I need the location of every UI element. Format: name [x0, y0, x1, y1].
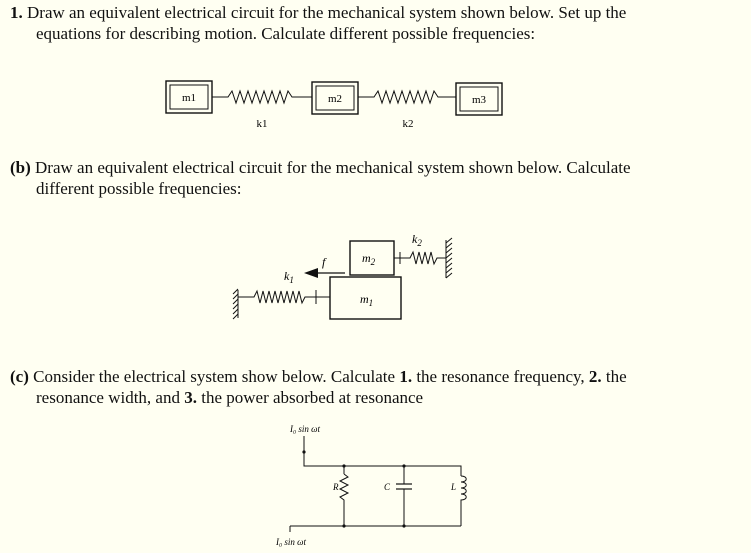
fig1-label-m2: m2: [327, 93, 343, 105]
question-c-item-1-number: 1.: [399, 367, 413, 386]
question-b-line-2: different possible frequencies:: [36, 179, 242, 198]
figc-label-source-top: I₀ sin ωt: [290, 424, 320, 434]
question-c-item-1: the resonance frequency,: [416, 367, 585, 386]
question-1-line-1: Draw an equivalent electrical circuit for the mechanical system shown below. Set up the: [27, 3, 627, 22]
figb-k2-letter: k: [412, 232, 418, 246]
figc-label-R: R: [333, 482, 339, 492]
figc-wire-top: [304, 452, 461, 476]
question-b-line-1: Draw an equivalent electrical circuit for the mechanical system shown below. Calculate: [35, 158, 631, 177]
figb-m2-letter: m: [362, 251, 371, 265]
fig1-label-m1: m1: [181, 92, 197, 104]
question-c-line-2-text: resonance width, and: [36, 388, 180, 407]
figb-label-force: f: [322, 255, 326, 269]
figb-m2-sub: 2: [370, 257, 376, 267]
question-1-number: 1.: [10, 3, 23, 22]
question-c-item-3: the power absorbed at resonance: [201, 388, 424, 407]
fig1-label-k2: k2: [402, 118, 414, 130]
question-c-item-2: the: [605, 367, 627, 386]
question-c-item-2-number: 2.: [588, 367, 602, 386]
figb-m1-letter: m: [360, 292, 369, 306]
question-c-tag: (c): [10, 367, 29, 386]
figc-label-L: L: [451, 482, 457, 492]
figc-label-C: C: [384, 482, 391, 492]
question-1-line-2: equations for describing motion. Calculate different possible frequencies:: [36, 24, 536, 43]
figc-label-source-bottom: I₀ sin ωt: [276, 537, 306, 547]
figb-k2-sub: 2: [417, 238, 422, 248]
fig1-label-m3: m3: [471, 94, 487, 106]
question-c-item-3-number: 3.: [184, 388, 197, 407]
figb-k1-sub: 1: [289, 275, 294, 285]
fig1-label-k1: k1: [256, 118, 268, 130]
figc-capacitor: [384, 464, 412, 527]
figb-k1-letter: k: [284, 269, 290, 283]
figb-m1-sub: 1: [368, 298, 374, 308]
figc-source-top: [289, 424, 320, 454]
figc-source-bottom: [275, 537, 306, 547]
question-b-tag: (b): [10, 158, 31, 177]
question-c-line-1: Consider the electrical system show below. Calculate: [33, 367, 396, 386]
figc-resistor: [332, 464, 348, 527]
figc-inductor: [450, 476, 466, 526]
